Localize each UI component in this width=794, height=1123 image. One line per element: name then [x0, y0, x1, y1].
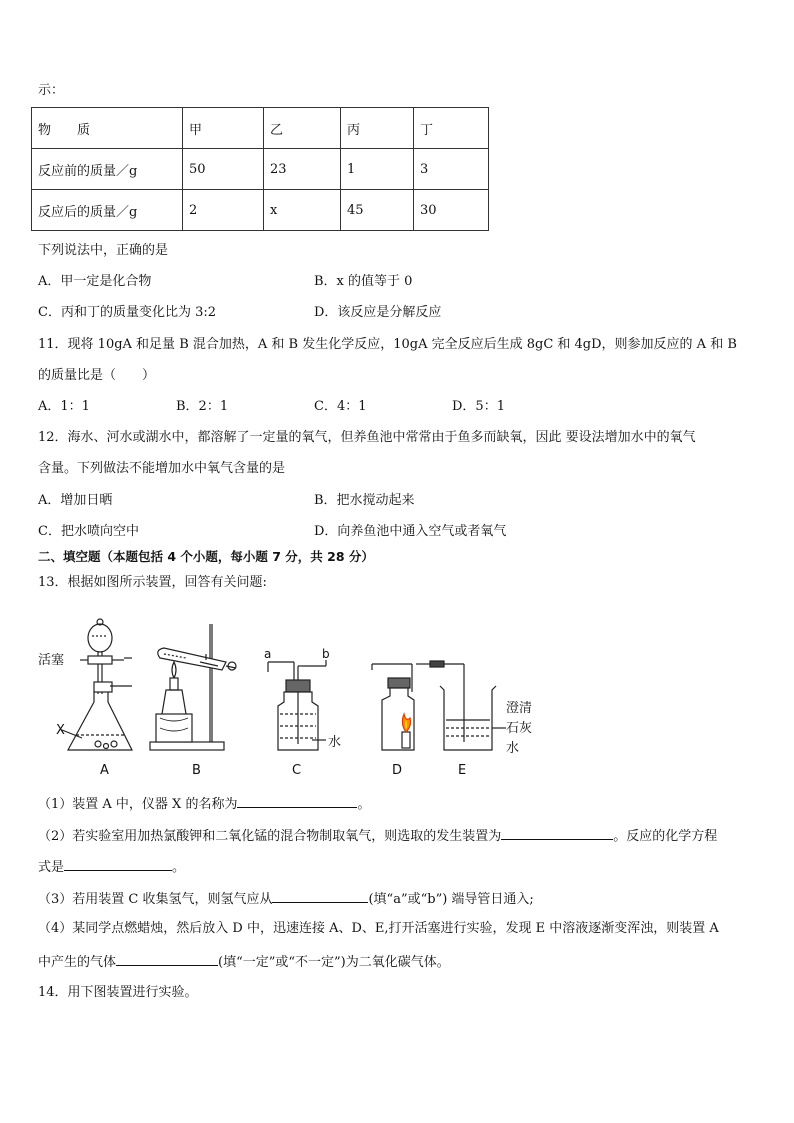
q13-sub2-line2-end: 。	[172, 860, 186, 875]
label-b: b	[322, 647, 330, 661]
table-cell: 50	[183, 149, 264, 190]
q13-sub1	[38, 793, 370, 814]
answer-blank[interactable]	[116, 951, 218, 966]
table-cell: 反应后的质量／g	[32, 190, 183, 231]
q13-sub4-line2-text: 中产生的气体	[38, 955, 117, 970]
apparatus-d	[372, 661, 464, 750]
q13-sub1-end: 。	[357, 797, 371, 812]
q12-option-d: D．向养鱼池中通入空气或者氧气	[314, 524, 507, 539]
q14-stem: 14．用下图装置进行实验。	[38, 985, 198, 1000]
q13-sub1-text: （1）装置 A 中，仪器 X 的名称为	[38, 797, 238, 812]
table-header-cell: 丁	[414, 108, 489, 149]
q13-sub3-text: （3）若用装置 C 收集氢气，则氢气应从	[38, 892, 273, 907]
q12-option-c: C．把水喷向空中	[38, 524, 139, 539]
table-header-row	[32, 108, 489, 149]
q12-line2: 含量。下列做法不能增加水中氧气含量的是	[38, 461, 286, 476]
label-x: X	[56, 723, 65, 738]
q13-sub4-line2-end: (填“一定”或“不一定”)为二氧化碳气体。	[218, 955, 450, 970]
q13-sub4-line2	[38, 951, 450, 972]
q10-option-c: C．丙和丁的质量变化比为 3:2	[38, 305, 217, 320]
q12-option-b: B．把水搅动起来	[314, 493, 415, 508]
q10-stem: 下列说法中，正确的是	[38, 243, 169, 258]
q13-sub3	[38, 888, 534, 909]
label-limewater-2: 石灰	[506, 721, 533, 736]
caption-d: D	[392, 763, 403, 778]
table-header-cell: 乙	[264, 108, 341, 149]
table-header-cell: 甲	[183, 108, 264, 149]
table-row	[32, 190, 489, 231]
table-cell: 45	[341, 190, 414, 231]
mass-table	[31, 107, 489, 231]
q11-option-b: B．2：1	[176, 399, 229, 414]
apparatus-figure	[36, 614, 536, 786]
table-header-cell: 物 质	[32, 108, 183, 149]
table-cell: 3	[414, 149, 489, 190]
q11-line1: 11．现将 10gA 和足量 B 混合加热，A 和 B 发生化学反应，10gA 完全反应后生成 8gC 和 4gD，则参加反应的 A 和 B	[38, 337, 737, 352]
answer-blank[interactable]	[237, 793, 357, 808]
table-cell: x	[264, 190, 341, 231]
q13-sub2	[38, 825, 717, 846]
table-cell: 2	[183, 190, 264, 231]
label-limewater-1: 澄清	[506, 701, 533, 716]
answer-blank[interactable]	[64, 856, 172, 871]
label-limewater-3: 水	[506, 741, 520, 756]
q13-sub4-line1: （4）某同学点燃蜡烛，然后放入 D 中，迅速连接 A、D、E,打开活塞进行实验，发现 E 中溶液逐渐变浑浊，则装置 A	[38, 921, 719, 936]
section-title-fill-in: 二、填空题（本题包括 4 个小题，每小题 7 分，共 28 分）	[38, 549, 374, 564]
label-a: a	[264, 647, 272, 661]
label-water: 水	[328, 735, 342, 750]
caption-b: B	[192, 763, 201, 778]
q13-stem: 13．根据如图所示装置，回答有关问题:	[38, 575, 267, 590]
q13-sub3-end: (填“a”或“b”) 端导管日通入;	[368, 892, 534, 907]
apparatus-a	[62, 619, 132, 750]
table-header-cell: 丙	[341, 108, 414, 149]
q13-sub2-end: 。反应的化学方程	[613, 829, 718, 844]
table-row	[32, 149, 489, 190]
table-cell: 30	[414, 190, 489, 231]
q13-sub2-line2	[38, 856, 185, 877]
apparatus-b	[150, 624, 236, 750]
q10-option-d: D．该反应是分解反应	[314, 305, 442, 320]
intro-tail: 示：	[38, 83, 65, 98]
table-cell: 23	[264, 149, 341, 190]
q13-sub2-text: （2）若实验室用加热氯酸钾和二氧化锰的混合物制取氧气，则选取的发生装置为	[38, 829, 502, 844]
q10-option-a: A．甲一定是化合物	[38, 274, 152, 289]
q10-option-b: B．x 的值等于 0	[314, 274, 413, 289]
q12-option-a: A．增加日晒	[38, 493, 113, 508]
table-cell: 1	[341, 149, 414, 190]
answer-blank[interactable]	[272, 888, 368, 903]
q11-line2: 的质量比是（ ）	[38, 368, 156, 383]
q11-option-a: A．1：1	[38, 399, 90, 414]
q12-line1: 12．海水、河水或湖水中，都溶解了一定量的氧气，但养鱼池中常常由于鱼多而缺氧，因此 要设法增加水中的氧气	[38, 430, 696, 445]
label-stopcock: 活塞	[38, 653, 65, 668]
q13-sub2-line2-text: 式是	[38, 860, 65, 875]
caption-c: C	[292, 763, 302, 778]
answer-blank[interactable]	[501, 825, 613, 840]
caption-e: E	[458, 763, 467, 778]
apparatus-e	[440, 686, 506, 750]
q11-option-c: C．4：1	[314, 399, 367, 414]
apparatus-c	[268, 660, 326, 750]
q11-option-d: D．5：1	[452, 399, 505, 414]
caption-a: A	[100, 763, 109, 778]
table-cell: 反应前的质量／g	[32, 149, 183, 190]
